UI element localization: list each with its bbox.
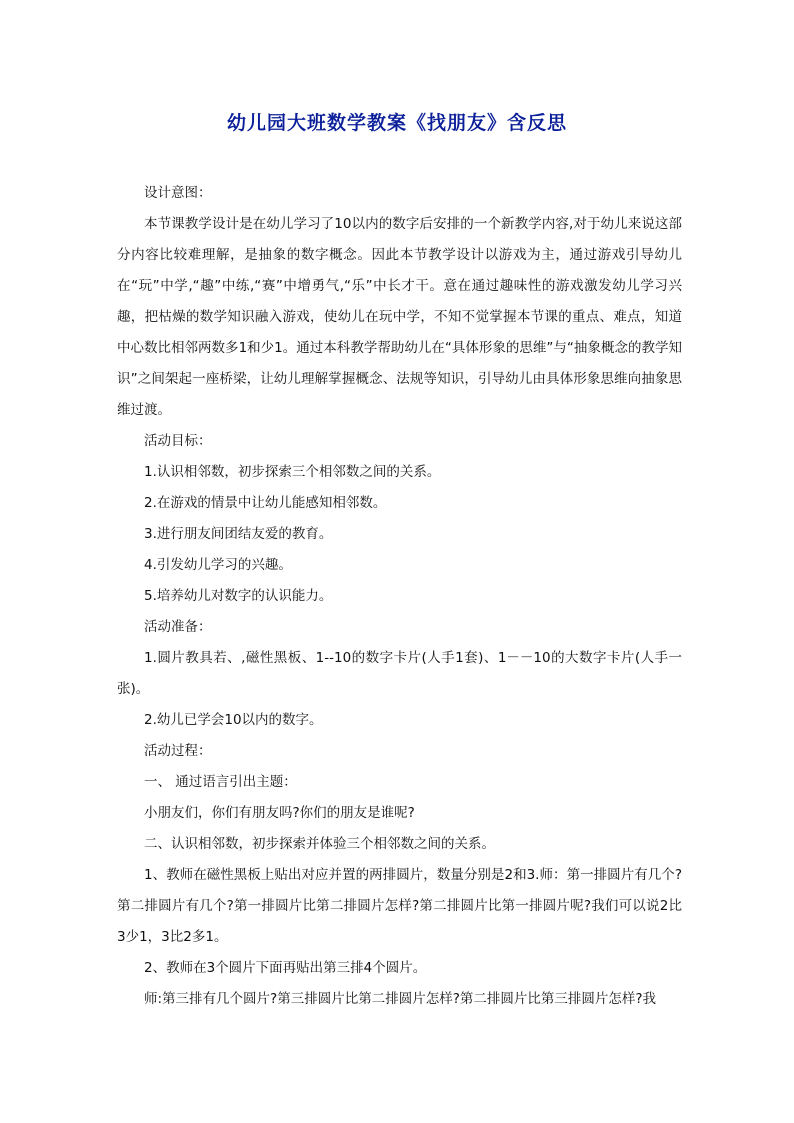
process-step-1: 一、 通过语言引出主题： [144, 774, 297, 790]
goal-item-2: 2.在游戏的情景中让幼儿能感知相邻数。 [144, 495, 387, 511]
process-substep-2: 2、教师在3个圆片下面再贴出第三排4个圆片。 [144, 960, 427, 976]
paragraph-design-intent: 本节课教学设计是在幼儿学习了10以内的数字后安排的一个新教学内容,对于幼儿来说这部分内容比较难理解，是抽象的数字概念。因此本节教学设计以游戏为主，通过游戏引导幼儿在“玩”中学,“趣”中练,“赛”中增勇气,“乐”中长才干。意在通过趣味性的游戏激发幼儿学习兴趣，把枯燥的数学知识融入游戏，使幼儿在玩中学，不知不觉掌握本节课的重点、难点，知道中心数比相邻两数多1和少1。通过本科教学帮助幼儿在“具体形象的思维”与“抽象概念的教学知识”之间架起一座桥梁，让幼儿理解掌握概念、法规等知识，引导幼儿由具体形象思维向抽象思维过渡。 [117, 216, 682, 418]
goal-item-4: 4.引发幼儿学习的兴趣。 [144, 557, 292, 573]
process-step-2: 二、认识相邻数，初步探索并体验三个相邻数之间的关系。 [144, 836, 495, 852]
document-body [117, 178, 682, 1015]
document-title: 幼儿园大班数学教案《找朋友》含反思 [226, 112, 567, 134]
section-heading-design-intent: 设计意图： [144, 185, 212, 201]
preparation-item-2: 2.幼儿已学会10以内的数字。 [144, 712, 323, 728]
preparation-item-1: 1.圆片教具若、,磁性黑板、1--10的数字卡片(人手1套)、1－－10的大数字卡片(人手一张)。 [117, 650, 682, 697]
process-question: 小朋友们，你们有朋友吗?你们的朋友是谁呢? [144, 805, 415, 821]
section-heading-process: 活动过程： [144, 743, 212, 759]
process-substep-1: 1、教师在磁性黑板上贴出对应并置的两排圆片，数量分别是2和3.师：第一排圆片有几个?第二排圆片有几个?第一排圆片比第二排圆片怎样?第二排圆片比第一排圆片呢?我们可以说2比3少1，3比2多1。 [117, 867, 682, 945]
section-heading-preparation: 活动准备： [144, 619, 212, 635]
goal-item-1: 1.认识相邻数，初步探索三个相邻数之间的关系。 [144, 464, 441, 480]
section-heading-goals: 活动目标： [144, 433, 212, 449]
process-teacher-question: 师:第三排有几个圆片?第三排圆片比第二排圆片怎样?第二排圆片比第三排圆片怎样?我 [144, 991, 657, 1007]
goal-item-5: 5.培养幼儿对数字的认识能力。 [144, 588, 333, 604]
goal-item-3: 3.进行朋友间团结友爱的教育。 [144, 526, 333, 542]
